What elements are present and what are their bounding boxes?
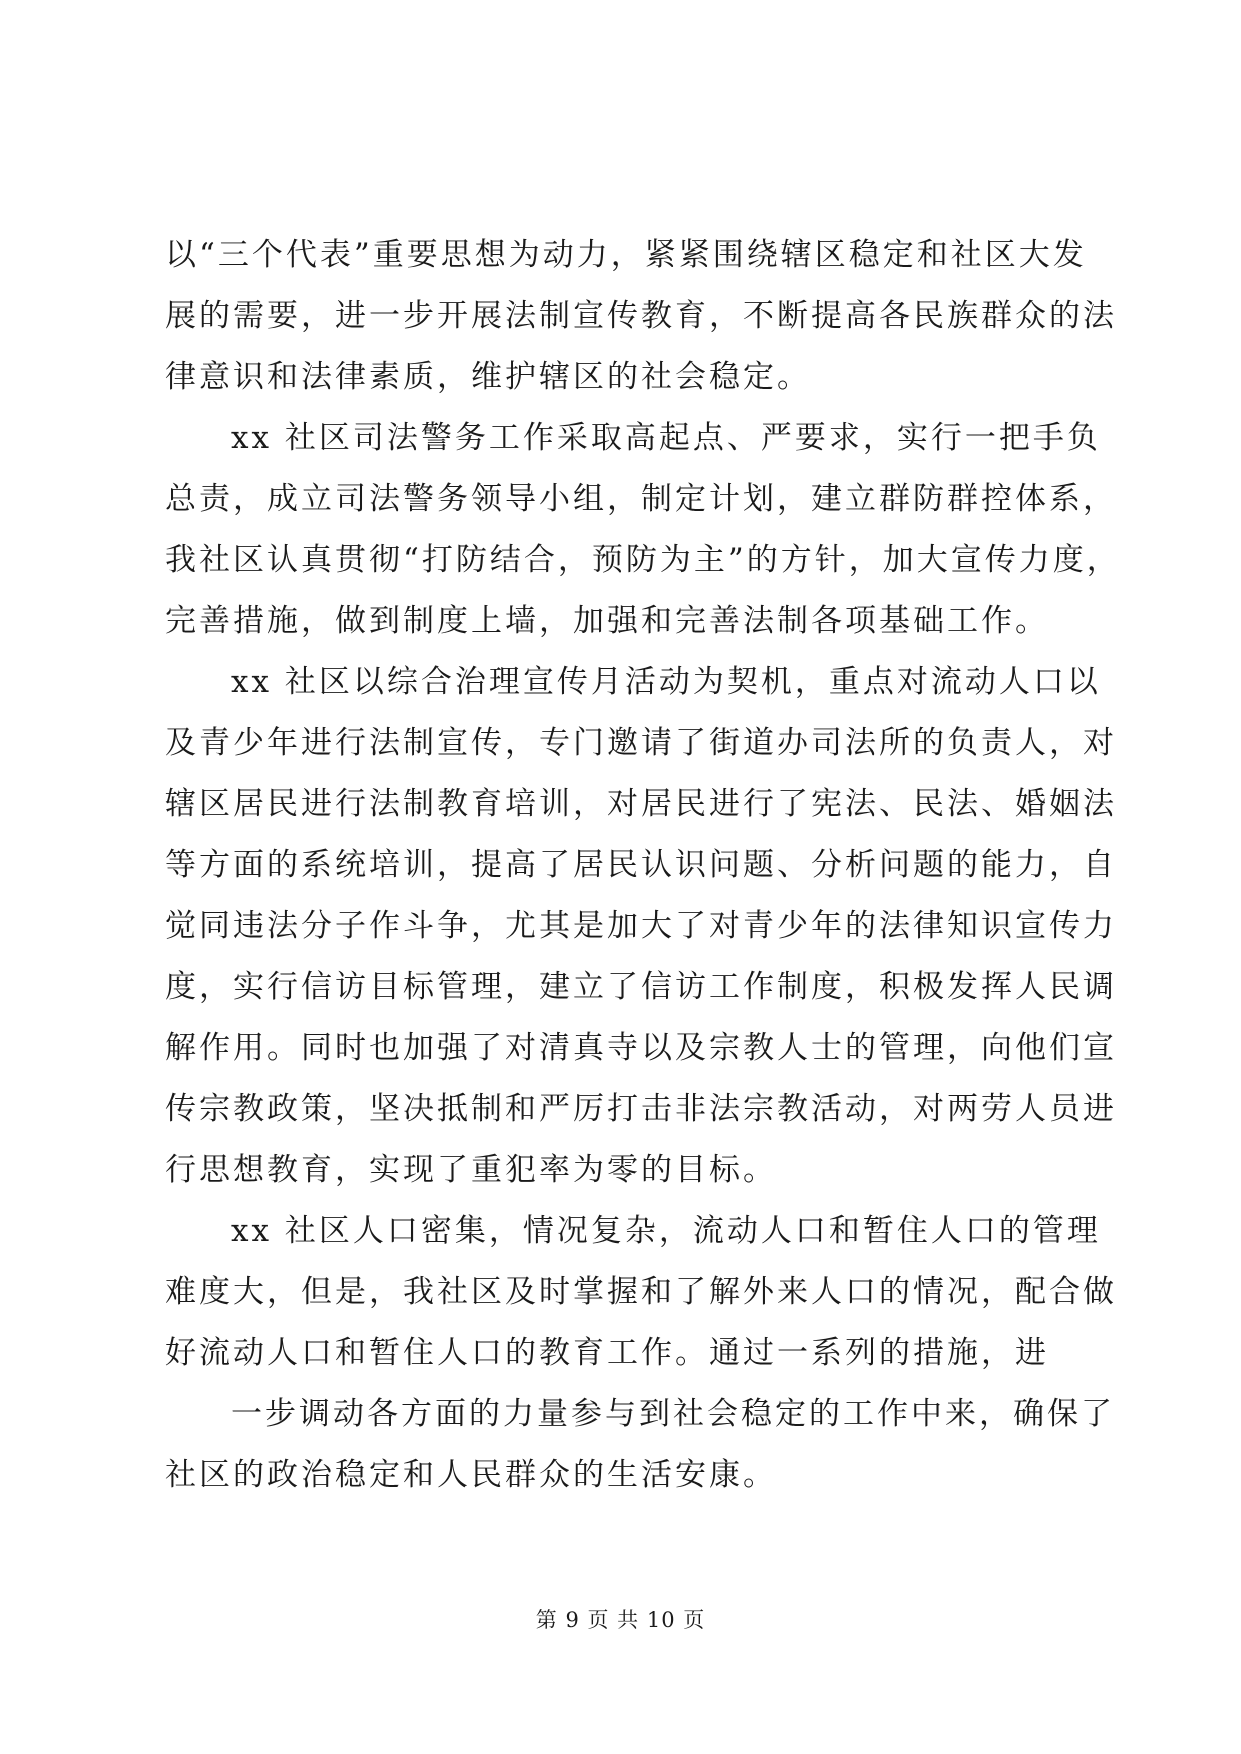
text-line: 传宗教政策，坚决抵制和严厉打击非法宗教活动，对两劳人员进 <box>165 1091 1117 1127</box>
paragraph-1 <box>165 225 1117 408</box>
paragraph-5 <box>165 1384 1115 1506</box>
paragraph-2 <box>165 408 1121 652</box>
paragraph-3 <box>165 652 1117 1201</box>
text-line: xx 社区人口密集，情况复杂，流动人口和暂住人口的管理 <box>231 1213 1101 1249</box>
text-line: 难度大，但是，我社区及时掌握和了解外来人口的情况，配合做 <box>165 1274 1117 1310</box>
text-line: 总责，成立司法警务领导小组，制定计划，建立群防群控体系， <box>165 481 1117 517</box>
document-body <box>165 225 1121 1506</box>
text-line: 辖区居民进行法制教育培训，对居民进行了宪法、民法、婚姻法 <box>165 786 1117 822</box>
text-line: 解作用。同时也加强了对清真寺以及宗教人士的管理，向他们宣 <box>165 1030 1117 1066</box>
text-line: xx 社区以综合治理宣传月活动为契机，重点对流动人口以 <box>231 664 1101 700</box>
text-line: 一步调动各方面的力量参与到社会稳定的工作中来，确保了 <box>231 1396 1115 1432</box>
text-line: 律意识和法律素质，维护辖区的社会稳定。 <box>165 359 811 395</box>
text-line: 行思想教育，实现了重犯率为零的目标。 <box>165 1152 777 1188</box>
text-line: 完善措施，做到制度上墙，加强和完善法制各项基础工作。 <box>165 603 1049 639</box>
text-line: 度，实行信访目标管理，建立了信访工作制度，积极发挥人民调 <box>165 969 1117 1005</box>
text-line: 及青少年进行法制宣传，专门邀请了街道办司法所的负责人，对 <box>165 725 1117 761</box>
page-number-footer: 第 9 页 共 10 页 <box>535 1608 706 1632</box>
text-line: 社区的政治稳定和人民群众的生活安康。 <box>165 1457 777 1493</box>
text-line: 好流动人口和暂住人口的教育工作。通过一系列的措施，进 <box>165 1335 1049 1371</box>
text-line: xx 社区司法警务工作采取高起点、严要求，实行一把手负 <box>231 420 1101 456</box>
text-line: 展的需要，进一步开展法制宣传教育，不断提高各民族群众的法 <box>165 298 1117 334</box>
text-line: 以“三个代表”重要思想为动力，紧紧围绕辖区稳定和社区大发 <box>165 237 1087 273</box>
text-line: 我社区认真贯彻“打防结合，预防为主”的方针，加大宣传力度， <box>165 542 1121 578</box>
text-line: 觉同违法分子作斗争，尤其是加大了对青少年的法律知识宣传力 <box>165 908 1117 944</box>
text-line: 等方面的系统培训，提高了居民认识问题、分析问题的能力，自 <box>165 847 1117 883</box>
paragraph-4 <box>165 1201 1117 1384</box>
